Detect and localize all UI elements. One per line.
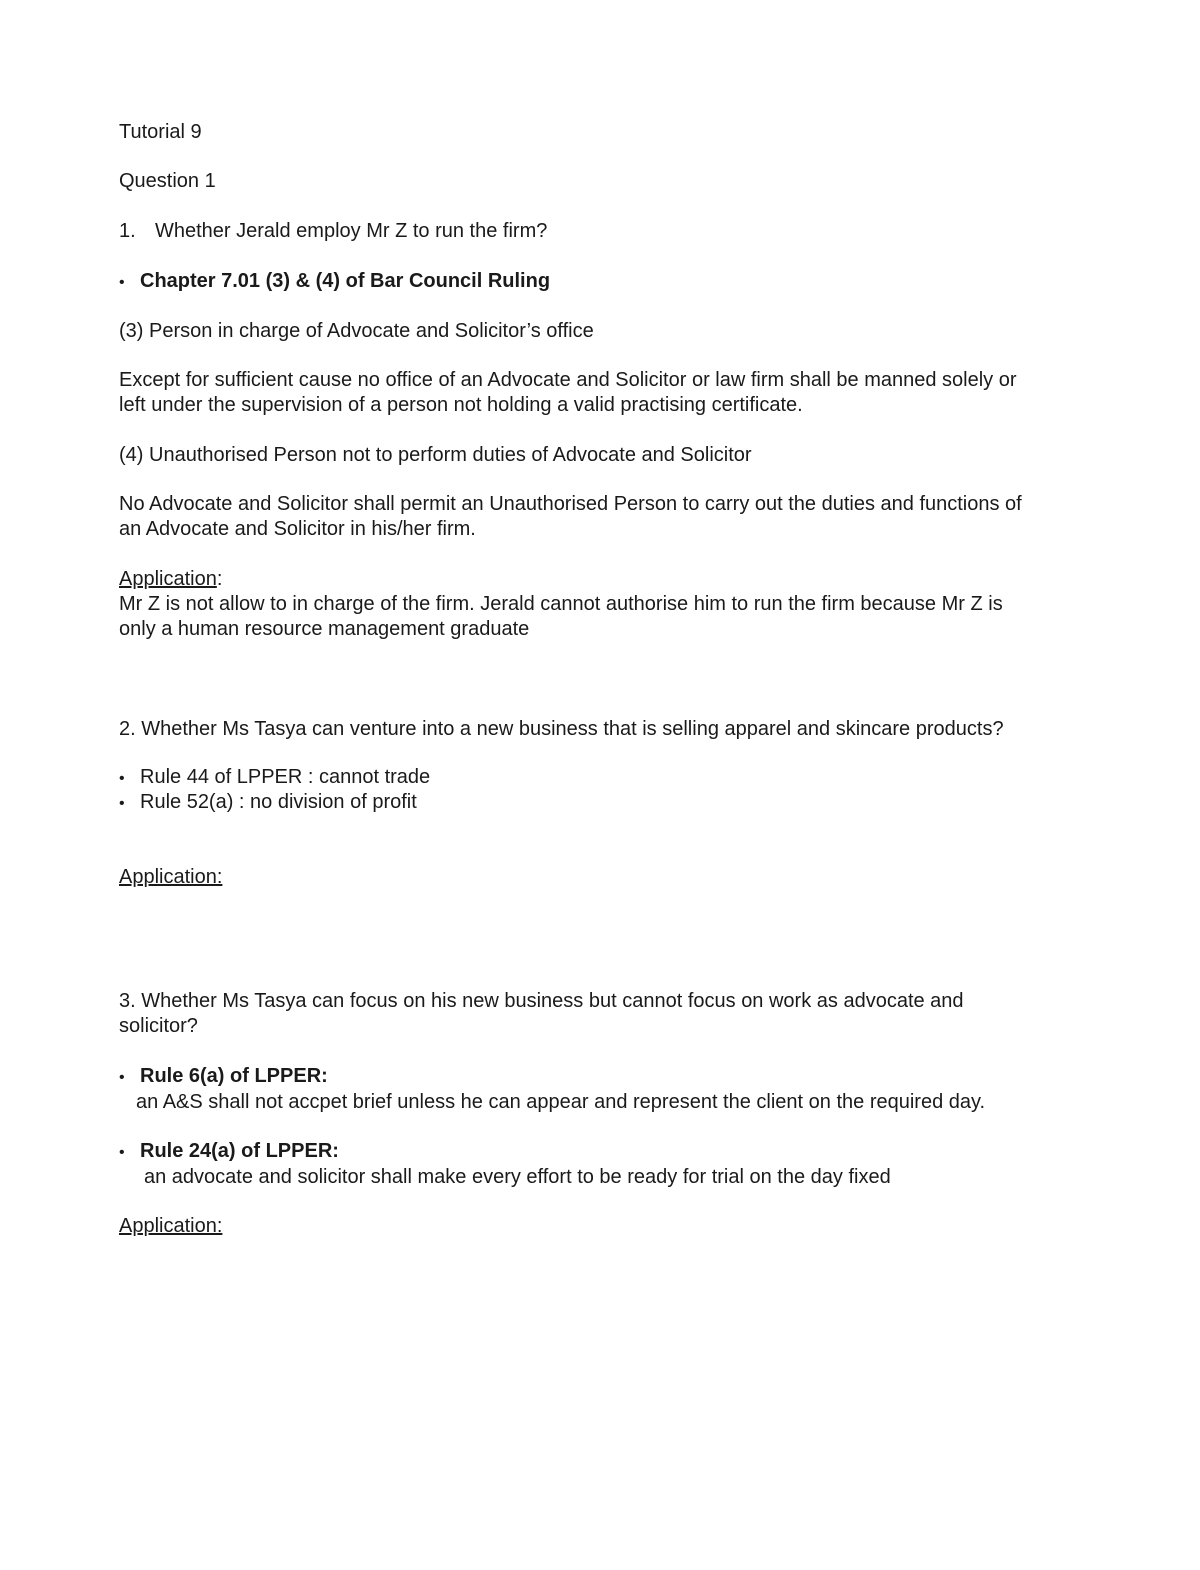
rule4-body-line1: No Advocate and Solicitor shall permit an Unauthorised Person to carry out the duties and functions of: [119, 493, 1022, 515]
document-title: Tutorial 9: [119, 121, 202, 143]
rule4-body-line2: an Advocate and Solicitor in his/her firm.: [119, 518, 476, 540]
q3-text-line1: 3. Whether Ms Tasya can focus on his new business but cannot focus on work as advocate and: [119, 990, 964, 1012]
q1-application-line1: Mr Z is not allow to in charge of the firm. Jerald cannot authorise him to run the firm because Mr Z is: [119, 593, 1003, 615]
q1-bullet-icon: •: [119, 274, 125, 291]
q3-text-line2: solicitor?: [119, 1015, 198, 1037]
q1-number: 1.: [119, 220, 136, 242]
q2-text: 2. Whether Ms Tasya can venture into a new business that is selling apparel and skincare products?: [119, 718, 1004, 740]
q2-bullet-text-2: Rule 52(a) : no division of profit: [140, 791, 417, 813]
rule6-bullet-icon: •: [119, 1069, 125, 1086]
rule4-heading: (4) Unauthorised Person not to perform duties of Advocate and Solicitor: [119, 444, 752, 466]
q3-application-label: Application:: [119, 1215, 223, 1237]
q1-application-word: Application: [119, 568, 217, 590]
q1-application-line2: only a human resource management graduate: [119, 618, 530, 640]
q1-application-label: [119, 567, 222, 592]
rule3-heading: (3) Person in charge of Advocate and Solicitor’s office: [119, 320, 594, 342]
question-heading: Question 1: [119, 170, 216, 192]
rule24-bullet-icon: •: [119, 1144, 125, 1161]
q1-text: Whether Jerald employ Mr Z to run the firm?: [155, 220, 548, 242]
rule6-body: an A&S shall not accpet brief unless he can appear and represent the client on the required day.: [136, 1091, 986, 1113]
rule24-heading: Rule 24(a) of LPPER:: [140, 1140, 339, 1162]
q2-bullet-text-1: Rule 44 of LPPER : cannot trade: [140, 766, 431, 788]
rule6-heading: Rule 6(a) of LPPER:: [140, 1065, 328, 1087]
q1-application-colon: :: [216, 568, 223, 590]
q2-bullet-icon-2: •: [119, 795, 125, 812]
q2-application-label: Application:: [119, 866, 223, 888]
q2-bullet-icon-1: •: [119, 770, 125, 787]
rule3-body-line2: left under the supervision of a person not holding a valid practising certificate.: [119, 394, 803, 416]
rule24-body: an advocate and solicitor shall make every effort to be ready for trial on the day fixed: [144, 1166, 891, 1188]
q1-bullet-text: Chapter 7.01 (3) & (4) of Bar Council Ruling: [140, 270, 551, 292]
rule3-body-line1: Except for sufficient cause no office of an Advocate and Solicitor or law firm shall be manned solely or: [119, 369, 1017, 391]
